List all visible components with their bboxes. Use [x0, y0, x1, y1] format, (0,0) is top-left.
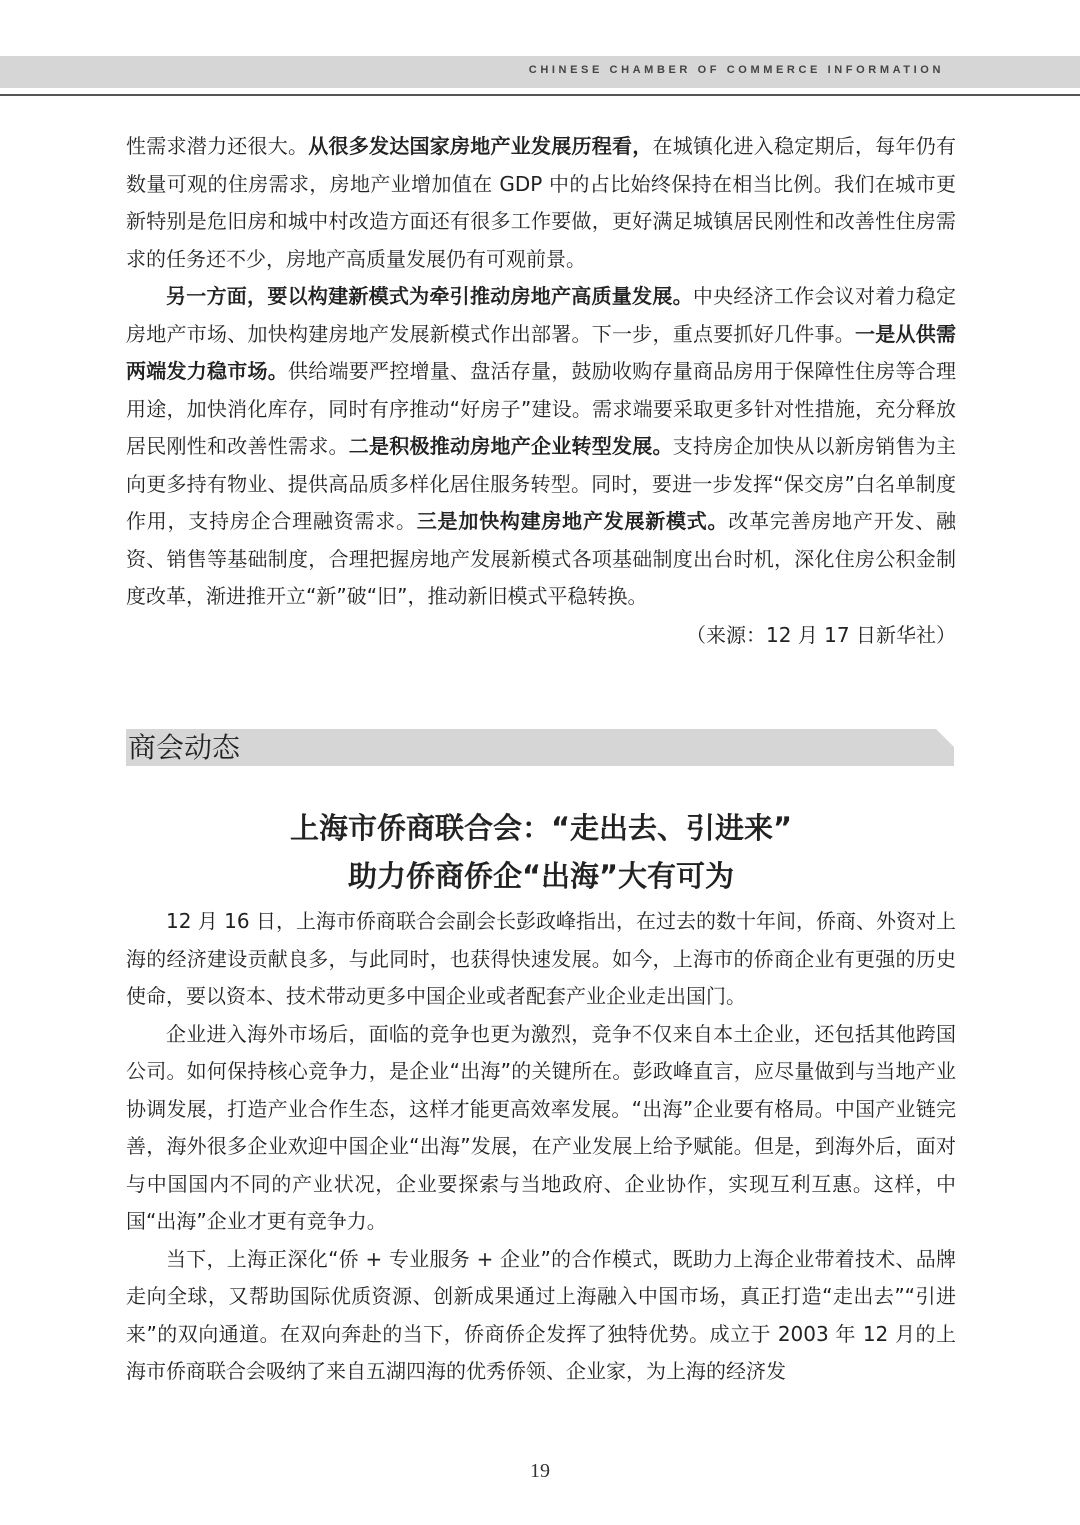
bold-run: 另一方面，要以构建新模式为牵引推动房地产高质量发展。 [166, 284, 693, 308]
text-run: 中央经济工作会议对着力稳定房地产市场、加快构建房地产发展新模式作出部署。下一步，重点要抓好几件事。 [126, 284, 957, 346]
paragraph: 12 月 16 日，上海市侨商联合会副会长彭政峰指出，在过去的数十年间，侨商、外资对上海的经济建设贡献良多，与此同时，也获得快速发展。如今，上海市的侨商企业有更强的历史使命，要以资本、技术带动更多中国企业或者配套产业企业走出国门。 [126, 909, 956, 1008]
text-run: 支持房企加快从以新房销售为主向更多持有物业、提供高品质多样化居住服务转型。同时，要进一步发挥“保交房”白名单制度作用，支持房企合理融资需求。 [126, 434, 956, 533]
section-title: 商会动态 [128, 731, 241, 764]
text-run: 性需求潜力还很大。 [126, 134, 309, 158]
article-title-line: 上海市侨商联合会：“走出去、引进来” [289, 811, 793, 845]
paragraph [126, 278, 956, 616]
section-header-bar [126, 729, 954, 766]
page-number: 19 [530, 1460, 550, 1482]
source-citation: （来源：12 月 17 日新华社） [686, 622, 956, 647]
text-run: 改革完善房地产开发、融资、销售等基础制度，合理把握房地产发展新模式各项基础制度出台时机，深化住房公积金制度改革，渐进推开立“新”破“旧”，推动新旧模式平稳转换。 [126, 509, 957, 608]
header-rule [0, 94, 1080, 96]
top-article [126, 128, 956, 654]
bold-run: 从很多发达国家房地产业发展历程看， [308, 134, 653, 158]
article-title [126, 804, 956, 900]
bold-run: 三是加快构建房地产发展新模式。 [416, 509, 729, 533]
text-run: 供给端要严控增量、盘活存量，鼓励收购存量商品房用于保障性住房等合理用途，加快消化库存，同时有序推动“好房子”建设。需求端要采取更多针对性措施，充分释放居民刚性和改善性需求。 [126, 359, 956, 458]
paragraph: 企业进入海外市场后，面临的竞争也更为激烈，竞争不仅来自本土企业，还包括其他跨国公司。如何保持核心竞争力，是企业“出海”的关键所在。彭政峰直言，应尽量做到与当地产业协调发展，打造产业合作生态，这样才能更高效率发展。“出海”企业要有格局。中国产业链完善，海外很多企业欢迎中国企业“出海”发展，在产业发展上给予赋能。但是，到海外后，面对与中国国内不同的产业状况，企业要探索与当地政府、企业协作，实现互利互惠。这样，中国“出海”企业才更有竞争力。 [126, 1021, 956, 1233]
bold-run: 二是积极推动房地产企业转型发展。 [348, 434, 673, 458]
bold-run: 一是从供需两端发力稳市场。 [126, 321, 956, 383]
article-body [126, 903, 956, 1391]
article-title-line: 助力侨商侨企“出海”大有可为 [347, 859, 735, 893]
running-header: CHINESE CHAMBER OF COMMERCE INFORMATION [528, 64, 944, 76]
paragraph [126, 128, 956, 278]
text-run: 在城镇化进入稳定期后，每年仍有数量可观的住房需求，房地产业增加值在 GDP 中的占比始终保持在相当比例。我们在城市更新特别是危旧房和城中村改造方面还有很多工作要做，更好满足城镇居民刚性和改善性住房需求的任务还不少，房地产高质量发展仍有可观前景。 [126, 134, 956, 271]
paragraph: 当下，上海正深化“侨 + 专业服务 + 企业”的合作模式，既助力上海企业带着技术、品牌走向全球，又帮助国际优质资源、创新成果通过上海融入中国市场，真正打造“走出去”“引进来”的双向通道。在双向奔赴的当下，侨商侨企发挥了独特优势。成立于 2003 年 12 月的上海市侨商联合会吸纳了来自五湖四海的优秀侨领、企业家，为上海的经济发 [126, 1246, 956, 1383]
